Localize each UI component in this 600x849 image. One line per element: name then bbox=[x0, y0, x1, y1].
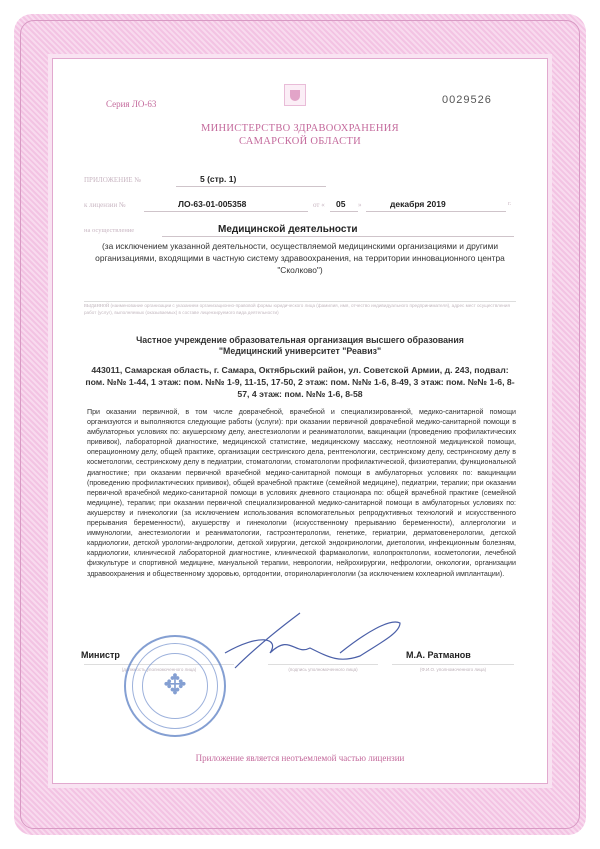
services-list: При оказании первичной, в том числе доврачебной, врачебной и специализированной, медико-санитарной помощи организуются и выполняются следующие работы (услуги): при оказании первичной доврачебной медико-санитарной помощи в амбулаторных условиях по: акушерскому делу, анестезиологии и реаниматологии, вакцинации (проведению профилактических прививок), лабораторной диагностике, медицинской статистике, медицинскому массажу, неотложной медицинской помощи, операционному делу, общей практике, организации сестринского дела, рентгенологии, сестринскому делу, сестринскому делу в косметологии, сестринскому делу в педиатрии, стоматологии, стоматологии профилактической, физиотерапии, функциональной диагностике; при оказании первичной врачебной медико-санитарной помощи в амбулаторных условиях по: вакцинации (проведению профилактических прививок), общей врачебной практике (семейной медицине), педиатрии, терапии; при оказании первичной врачебной медико-санитарной помощи в условиях дневного стационара по: общей врачебной практике (семейной медицине), терапии; при оказании первичной специализированной медико-санитарной помощи в амбулаторных условиях по: акушерству и гинекологии (за исключением использования вспомогательных репродуктивных технологий и искусственного прерывания беременности), акушерству и гинекологии (искусственному прерыванию беременности), аллергологии и иммунологии, анестезиологии и реаниматологии, гастроэнтерологии, генетике, гериатрии, дерматовенерологии, детской кардиологии, детской урологии-андрологии, детской хирургии, детской эндокринологии, диетологии, инфекционным болезням, кардиологии, клинической лабораторной диагностике, клинической фармакологии, колопроктологии, косметологии, лечебной физкультуре и спортивной медицине, мануальной терапии, неврологии, нейрохирургии, нефрологии, онкологии, организации здравоохранения и общественному здоровью, ортодонтии, оториноларингологии (за исключением кохлеарной имплантации). bbox=[87, 408, 516, 578]
official-stamp bbox=[124, 635, 226, 737]
activity-value: Медицинской деятельности bbox=[218, 224, 358, 235]
double-eagle-icon: ✥ bbox=[163, 669, 187, 700]
name-caption: (Ф.И.О. уполномоченного лица) bbox=[419, 667, 487, 672]
from-label: от « bbox=[313, 201, 325, 209]
issued-label: выданной bbox=[84, 303, 110, 309]
license-day: 05 bbox=[336, 199, 346, 209]
appendix-number: 5 (стр. 1) bbox=[200, 174, 237, 184]
issued-caption-text: (наименование организации с указанием организационно-правовой формы юридического лица (фамилия, имя, отчество индивидуального предпринимателя), адрес мест осуществления работ (услуг), выполняемых (оказываемых) в составе лицензируемого вида деятельности) bbox=[84, 303, 510, 315]
appendix-label: ПРИЛОЖЕНИЕ № bbox=[84, 176, 141, 184]
ministry-line-2: САМАРСКОЙ ОБЛАСТИ bbox=[238, 136, 362, 147]
minister-name: М.А. Ратманов bbox=[406, 650, 471, 660]
signature-caption: (подпись уполномоченного лица) bbox=[288, 667, 358, 672]
issued-caption bbox=[84, 303, 516, 316]
organization-address: 443011, Самарская область, г. Самара, Октябрьский район, ул. Советской Армии, д. 243, подвал: пом. №№ 1-44, 1 этаж: пом. №№ 1-9, 11-15, 17-50, 2 этаж: пом. №№ 1-6, 8-49, 3 этаж: пом. №№ 1-6, 8-57, 4 этаж: пом. №№ 1-6, 8-58 bbox=[85, 365, 515, 399]
activity-label: на осуществление bbox=[84, 227, 135, 234]
license-label: к лицензии № bbox=[84, 201, 126, 209]
license-number: ЛО-63-01-005358 bbox=[178, 199, 247, 209]
ministry-title bbox=[0, 122, 600, 148]
organization-name-line-2: "Медицинский университет "Реавиз" bbox=[218, 346, 382, 356]
position-caption: (должность уполномоченного лица) bbox=[121, 667, 197, 672]
ministry-line-1: МИНИСТЕРСТВО ЗДРАВООХРАНЕНИЯ bbox=[201, 123, 399, 134]
license-month-year: декабря 2019 bbox=[390, 199, 446, 209]
year-suffix: г. bbox=[508, 201, 512, 207]
emblem-icon bbox=[284, 84, 306, 106]
close-quote: » bbox=[358, 201, 362, 209]
form-number: 0029526 bbox=[442, 94, 492, 106]
footer-note: Приложение является неотъемлемой частью лицензии bbox=[195, 753, 405, 763]
organization-name bbox=[80, 335, 520, 357]
activity-note: (за исключением указанной деятельности, осуществляемой медицинскими организациями и другими организациями, входящими в частную систему здравоохранения, на территории инновационного центра "Сколково") bbox=[95, 241, 505, 275]
minister-position: Министр bbox=[81, 650, 120, 660]
organization-name-line-1: Частное учреждение образовательная организация высшего образования bbox=[136, 335, 464, 345]
series: Серия ЛО-63 bbox=[106, 99, 157, 109]
